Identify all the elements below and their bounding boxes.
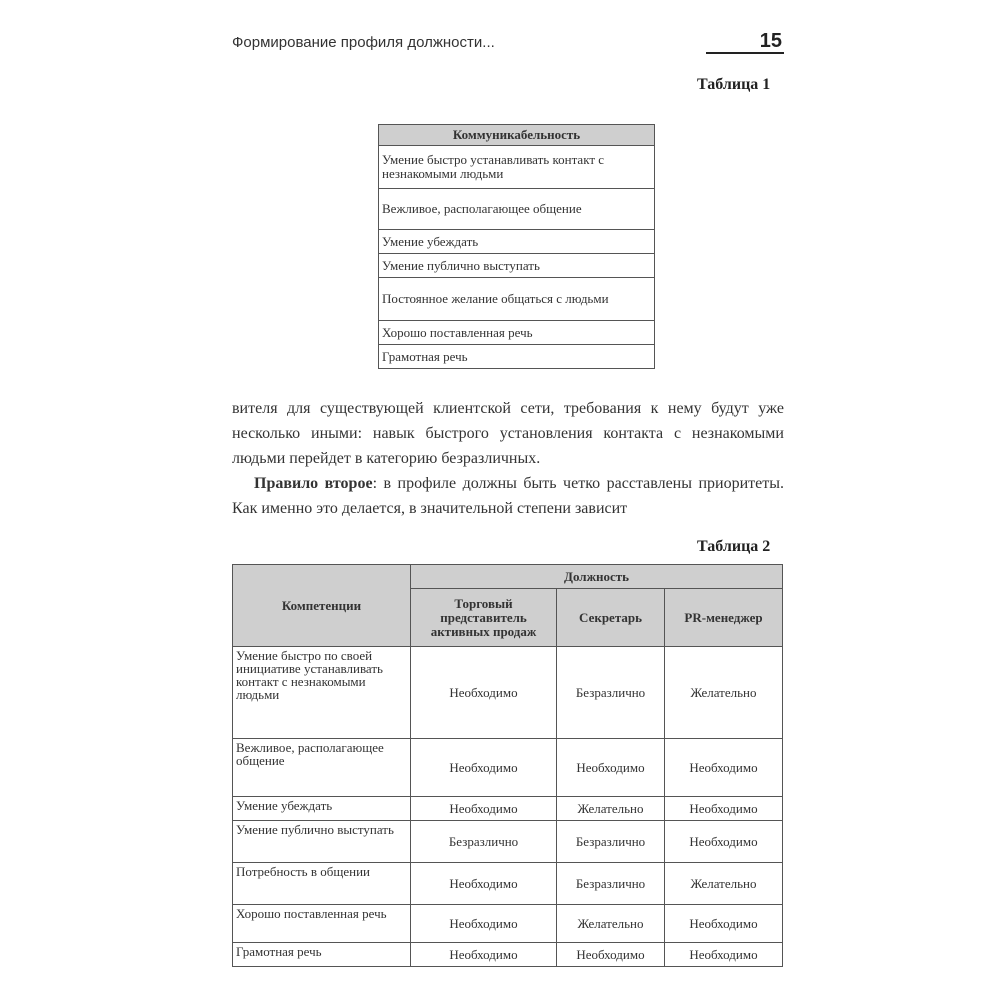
table1-row: Умение публично выступать bbox=[379, 254, 655, 278]
table1-caption: Таблица 1 bbox=[697, 76, 771, 93]
position-header: Должность bbox=[411, 565, 783, 589]
column-header: Секретарь bbox=[557, 589, 665, 647]
table2-caption: Таблица 2 bbox=[697, 538, 771, 555]
header-rule bbox=[706, 52, 784, 54]
rule-lead: Правило второе bbox=[254, 475, 373, 492]
table1-header: Коммуникабельность bbox=[379, 125, 655, 146]
column-header: PR-менеджер bbox=[665, 589, 783, 647]
value-cell: Необходимо bbox=[665, 797, 783, 821]
table1-row: Грамотная речь bbox=[379, 345, 655, 369]
competence-cell: Вежливое, располагающее общение bbox=[233, 739, 411, 797]
value-cell: Необходимо bbox=[557, 943, 665, 967]
competence-cell: Потребность в общении bbox=[233, 863, 411, 905]
table-row bbox=[233, 943, 783, 967]
table-row bbox=[233, 647, 783, 739]
value-cell: Необходимо bbox=[411, 905, 557, 943]
value-cell: Безразлично bbox=[557, 647, 665, 739]
competencies-header: Компетенции bbox=[233, 565, 411, 647]
running-header bbox=[232, 30, 784, 56]
value-cell: Безразлично bbox=[557, 821, 665, 863]
table2-competencies bbox=[232, 564, 783, 967]
table-row bbox=[233, 739, 783, 797]
value-cell: Необходимо bbox=[665, 821, 783, 863]
value-cell: Безразлично bbox=[557, 863, 665, 905]
value-cell: Необходимо bbox=[411, 797, 557, 821]
paragraph: вителя для существующей клиентской сети, требования к нему будут уже несколько иными: навык быстрого установления контакта с незнакомыми людьми перейдет в категорию безразличных. bbox=[232, 400, 784, 467]
table1-row: Умение быстро устанавливать контакт с незнакомыми людьми bbox=[379, 146, 655, 189]
value-cell: Желательно bbox=[557, 905, 665, 943]
table-row bbox=[233, 863, 783, 905]
value-cell: Желательно bbox=[665, 863, 783, 905]
competence-cell: Умение убеждать bbox=[233, 797, 411, 821]
value-cell: Необходимо bbox=[557, 739, 665, 797]
table1-row: Хорошо поставленная речь bbox=[379, 321, 655, 345]
value-cell: Желательно bbox=[665, 647, 783, 739]
table1-row: Умение убеждать bbox=[379, 230, 655, 254]
value-cell: Безразлично bbox=[411, 821, 557, 863]
competence-cell: Грамотная речь bbox=[233, 943, 411, 967]
table1-row: Вежливое, располагающее общение bbox=[379, 189, 655, 230]
table-row bbox=[233, 905, 783, 943]
paragraph-text: : в профиле должны быть четко расставлены приоритеты. Как именно это делается, в значительной степени зависит bbox=[232, 475, 784, 517]
value-cell: Необходимо bbox=[665, 739, 783, 797]
competence-cell: Хорошо поставленная речь bbox=[233, 905, 411, 943]
value-cell: Необходимо bbox=[665, 905, 783, 943]
value-cell: Необходимо bbox=[665, 943, 783, 967]
value-cell: Необходимо bbox=[411, 739, 557, 797]
table1-communicability bbox=[378, 124, 655, 369]
table-row bbox=[233, 821, 783, 863]
paragraph bbox=[232, 471, 784, 521]
competence-cell: Умение публично выступать bbox=[233, 821, 411, 863]
competence-cell: Умение быстро по своей инициативе устанавливать контакт с незнакомыми людьми bbox=[233, 647, 411, 739]
value-cell: Необходимо bbox=[411, 943, 557, 967]
value-cell: Желательно bbox=[557, 797, 665, 821]
column-header: Торговый представитель активных продаж bbox=[411, 589, 557, 647]
page-number: 15 bbox=[759, 30, 782, 52]
body-text bbox=[232, 396, 784, 521]
value-cell: Необходимо bbox=[411, 863, 557, 905]
running-title: Формирование профиля должности... bbox=[232, 34, 495, 51]
table-row bbox=[233, 797, 783, 821]
value-cell: Необходимо bbox=[411, 647, 557, 739]
table1-row: Постоянное желание общаться с людьми bbox=[379, 278, 655, 321]
